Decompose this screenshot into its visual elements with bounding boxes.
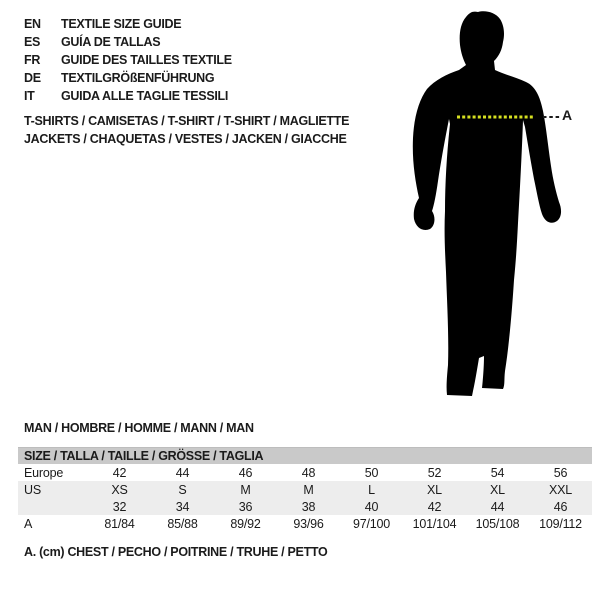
man-silhouette-shape <box>413 11 561 396</box>
language-label: GUIDA ALLE TAGLIE TESSILI <box>61 89 229 103</box>
table-cell: 40 <box>364 499 379 514</box>
table-cell: 97/100 <box>352 516 391 531</box>
language-label: GUIDE DES TAILLES TEXTILE <box>61 53 232 67</box>
table-row-europe <box>18 464 592 481</box>
language-row <box>24 15 232 33</box>
table-cell: 105/108 <box>475 516 520 531</box>
table-cell: 85/88 <box>167 516 198 531</box>
row-label: Europe <box>24 465 64 480</box>
size-table <box>18 447 592 532</box>
table-cell: 50 <box>364 465 379 480</box>
table-cell: 46 <box>238 465 253 480</box>
table-row-us <box>18 481 592 498</box>
language-code: IT <box>24 89 35 103</box>
table-cell: 81/84 <box>104 516 135 531</box>
table-cell: 42 <box>427 499 442 514</box>
language-code: ES <box>24 35 41 49</box>
table-cell: XL <box>427 482 442 497</box>
table-cell: 44 <box>490 499 505 514</box>
section-title-man: MAN / HOMBRE / HOMME / MANN / MAN <box>24 421 254 435</box>
table-row-us-numeric <box>18 498 592 515</box>
row-label: US <box>24 482 41 497</box>
language-row <box>24 33 232 51</box>
language-code: EN <box>24 17 41 31</box>
language-row <box>24 87 232 105</box>
table-cell: 42 <box>112 465 127 480</box>
language-list <box>24 15 232 105</box>
size-table-header: SIZE / TALLA / TAILLE / GRÖSSE / TAGLIA <box>18 447 592 464</box>
man-silhouette <box>402 8 577 398</box>
language-code: FR <box>24 53 41 67</box>
table-cell: 38 <box>301 499 316 514</box>
language-row <box>24 69 232 87</box>
table-cell: 44 <box>175 465 190 480</box>
table-cell: 54 <box>490 465 505 480</box>
garment-category <box>24 112 349 148</box>
table-cell: 109/112 <box>539 516 582 531</box>
table-cell: 48 <box>301 465 316 480</box>
table-cell: 52 <box>427 465 442 480</box>
table-cell: 36 <box>238 499 253 514</box>
language-label: GUÍA DE TALLAS <box>61 35 161 49</box>
table-cell: S <box>178 482 187 497</box>
table-cell: 32 <box>112 499 127 514</box>
table-cell: 34 <box>175 499 190 514</box>
table-cell: L <box>368 482 375 497</box>
table-cell: M <box>240 482 251 497</box>
language-label: TEXTILGRÖßENFÜHRUNG <box>61 71 215 85</box>
table-cell: 93/96 <box>293 516 324 531</box>
table-cell: XS <box>111 482 128 497</box>
table-cell: XL <box>490 482 505 497</box>
table-cell: XXL <box>548 482 573 497</box>
category-line-tshirts: T-SHIRTS / CAMISETAS / T-SHIRT / T-SHIRT / MAGLIETTE <box>24 114 350 128</box>
table-row-chest-a <box>18 515 592 532</box>
table-cell: 56 <box>553 465 568 480</box>
category-line-jackets: JACKETS / CHAQUETAS / VESTES / JACKEN / GIACCHE <box>24 132 347 146</box>
table-cell: 101/104 <box>412 516 457 531</box>
man-silhouette-figure <box>402 8 577 398</box>
language-label: TEXTILE SIZE GUIDE <box>61 17 182 31</box>
row-label: A <box>24 516 33 531</box>
table-cell: M <box>303 482 314 497</box>
measure-label-a: A <box>562 107 573 123</box>
measurement-footnote: A. (cm) CHEST / PECHO / POITRINE / TRUHE / PETTO <box>24 545 328 559</box>
table-cell: 46 <box>553 499 568 514</box>
language-row <box>24 51 232 69</box>
table-cell: 89/92 <box>230 516 261 531</box>
language-code: DE <box>24 71 41 85</box>
